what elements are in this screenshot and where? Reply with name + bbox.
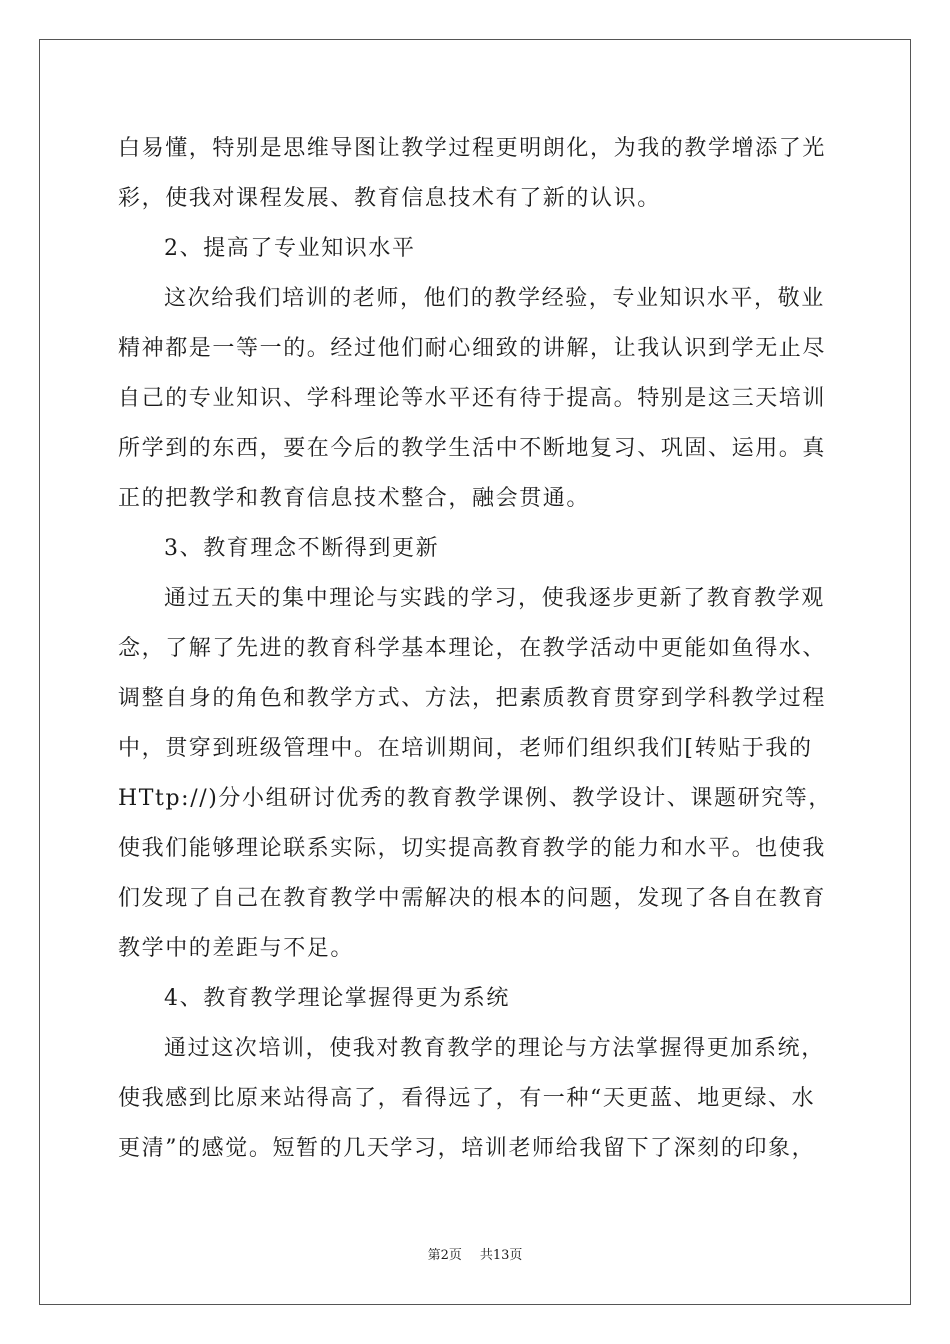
text-line: 念，了解了先进的教育科学基本理论，在教学活动中更能如鱼得水、	[118, 636, 827, 661]
text-line: 更清”的感觉。短暂的几天学习，培训老师给我留下了深刻的印象，	[118, 1136, 816, 1161]
text-line: 调整自身的角色和教学方式、方法，把素质教育贯穿到学科教学过程	[118, 686, 827, 711]
page-number: 第2页	[427, 1248, 462, 1263]
text-line: 自己的专业知识、学科理论等水平还有待于提高。特别是这三天培训	[118, 386, 827, 411]
text-line: 这次给我们培训的老师，他们的教学经验，专业知识水平，敬业	[164, 286, 825, 311]
document-body	[118, 124, 838, 1174]
text-line: 白易懂，特别是思维导图让教学过程更明朗化，为我的教学增添了光	[118, 136, 827, 161]
text-line: 使我们能够理论联系实际，切实提高教育教学的能力和水平。也使我	[118, 836, 827, 861]
text-line: 精神都是一等一的。经过他们耐心细致的讲解，让我认识到学无止尽	[118, 336, 827, 361]
text-line: 教学中的差距与不足。	[118, 936, 355, 961]
page-footer	[0, 1247, 950, 1265]
text-line: 通过这次培训，使我对教育教学的理论与方法掌握得更加系统，	[164, 1036, 825, 1061]
section-heading: 3、教育理念不断得到更新	[164, 536, 440, 561]
text-line: 所学到的东西，要在今后的教学生活中不断地复习、巩固、运用。真	[118, 436, 827, 461]
page-total: 共13页	[479, 1248, 523, 1263]
text-line: 正的把教学和教育信息技术整合，融会贯通。	[118, 486, 591, 511]
section-heading: 4、教育教学理论掌握得更为系统	[164, 986, 510, 1011]
text-line: 中，贯穿到班级管理中。在培训期间，老师们组织我们[转贴于我的	[118, 736, 813, 761]
text-line: 们发现了自己在教育教学中需解决的根本的问题，发现了各自在教育	[118, 886, 827, 911]
text-line: 通过五天的集中理论与实践的学习，使我逐步更新了教育教学观	[164, 586, 825, 611]
text-line: 彩，使我对课程发展、教育信息技术有了新的认识。	[118, 186, 661, 211]
text-line: 使我感到比原来站得高了，看得远了，有一种“天更蓝、地更绿、水	[118, 1086, 816, 1111]
section-heading: 2、提高了专业知识水平	[164, 236, 416, 261]
text-line: HTtp://)分小组研讨优秀的教育教学课例、教学设计、课题研究等，	[118, 786, 833, 811]
